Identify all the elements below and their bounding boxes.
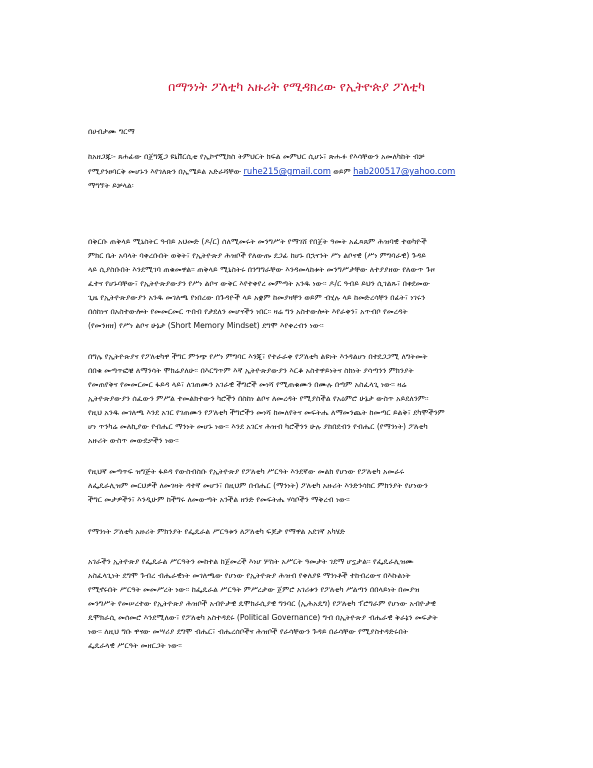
paragraph-line: መንግሥት የመሠረተው የኢትዮጵያ ሕዝቦች አብዮታዊ ዴሞክራሲያዊ ግንባር (ኢሕአዴግ) የፖለቲካ ፕሮግራም የሆነው አብዮታዊ — [88, 599, 436, 608]
body-paragraph — [88, 555, 508, 653]
paragraph-line: ላይ ሲያስቡበት እንደሚገባ ጠቁመዋል፡፡ ጠቅላይ ሚኒስትሩ በንግግራቸው እንዳመላከቱት መንግሥታቸው ለተያያዘው የለውጥ ጉዞ — [88, 265, 435, 274]
paragraph-line: ነው፡፡ ለዚህ ግቡ ዋናው መሣሪያ ደግሞ ብሔር፣ ብሔረሰቦችና ሕዝቦች የራሳቸውን ጉዳይ በራሳቸው የሚያስተዳድሩበት — [88, 627, 408, 636]
paragraph-line: ችግር መታዎችን፣ እንዲሁም ከችግሩ ለመውጣት አንችል ዘንድ የመፍትሔ ሃሳቦችን ማቅረብ ነው፡፡ — [88, 495, 350, 504]
paragraph-line: በቅርቡ ጠቅላይ ሚኒስትር ዓብይ አህመድ (ዶ/ር) ሰለሚመሩት መንግሥት የማገሸ የበጀት ዓመት አፈጻጸም ሕዝባዊ ተወካዮች — [88, 237, 427, 246]
paragraph-line: የዚህ አንዱ መገለጫ እንደ አገር የገጠሙን የፖለቲካ ችግሮችን መነሻ ከመለየትና መፍትሔ ለማመንጨት ከመጣር ይልቅ፣ ደካሞችንም — [88, 408, 445, 417]
author-line: በሀብታሙ ግርማ — [88, 127, 135, 136]
paragraph-line: የመጠየቅና የመመርመር ፋይዳ ላይ፣ ለገጠሙን አገራዊ ችግሮች መነሻ የሚጠቁሙን በሙሉ በጣም አስፈላጊ ነው፡፡ ዛሬ — [88, 380, 407, 389]
paragraph-line: ኢትዮጵያውያን ሰፈውን ምሥል ተመልክተውን ካሮችን በስከነ ልቦና ለመረዳት የሚያስችል የአዕምሮ ሁኔታ ውስጥ አይደለንም፡፡ — [88, 394, 429, 403]
intro-text: ወይም — [333, 167, 351, 176]
email-link-gmail[interactable]: ruhe215@gmail.com — [243, 166, 331, 176]
paragraph-line: (የመንዘዘ) የሥነ ልቦና ሁኔታ (Short Memory Mindset) ደግሞ እየቀረብን ነው፡፡ — [88, 321, 324, 330]
paragraph-line: የዚህኛ መጣጥፍ ዝግጅት ፋይዳ የውስብስቡ የኢትዮጵያ የፖለቲካ ሥርዓት እንደኛው መልክ የሆነው የፖለቲካ አመራሩ — [88, 467, 405, 476]
paragraph-line: ሆነ ጥንካሬ መለኪያው የብሔር ማንነት መሆኑ ነው፡፡ እንደ አገርና ሕዝብ ካሮችንን ሁሉ ያከበደብን የብሔር (የማንነት) ፖለቲካ — [88, 422, 428, 431]
paragraph-line: ለፌዴራሊዝም መርህዎች ለመገዛት ዳተኛ መሆን፣ በዚህም በብሔር (ማንነት) ፖለቲካ አዙሪት እንድንሳክር ምክንያት የሆነውን — [88, 481, 428, 490]
intro-text: የሚያንፀባርቅ መሆኑን እየገለጽን በኢሜይል አድራሻቸው — [88, 167, 242, 176]
paragraph-line: ጊዜ የኢትዮጵያውያን አንዱ መገለጫ የነበረው በጉዳዮች ላይ አቋም ከመያዛቸን ወይም ብሂሉ ላይ ከመድረሳቸን በፊት፣ ነገሩን — [88, 293, 426, 302]
section-subheading: የማንነት ፖለቲካ አዙሪት ምክንያት የፌዴራል ሥርዓቱን ለፖለቲካ ፍጆታ የማዋል አደገኛ አካሄድ — [88, 527, 346, 536]
paragraph-line: ፌዴራላዊ ሥርዓት መዘርጋት ነው፡፡ — [88, 641, 182, 650]
intro-line — [88, 164, 508, 179]
paragraph-line: አስፈላጊነት ደግሞ ጉብረ ብሔራዊነት መገለጫው የሆነው የኢትዮጵያ ሕዝብ የቀለያዩ ማንነቶች ተከብረውና በእኩልነት — [88, 571, 411, 580]
paragraph-line: በሰከነና በአስተውሎት የመመርመር ጥበብ የታደለን መሆናችን ነበር፡፡ ዛሬ ግን አስተውሎት እየራቀን፣ አጥብቦ የመረዳት — [88, 307, 408, 316]
paragraph-line: ዴሞክራሲ መሰመሮ እንደሚለው፣ የፖለቲካ አስተዳደሩ (Political Governance) ግብ በኢትዮጵያ ብሔራዊ ቅራኔን መፍታት — [88, 613, 438, 622]
paragraph-line: ምክር ቤት አባላት ባቀረቡበት ወቅት፣ የኢትዮጵያ ሕዝቦች የለውጡ ደጋፊ ከሆኑ በኋናንት ሥነ ልቦናዊ (ሥነ ምግባራዊ) ጉዳይ — [88, 251, 426, 260]
body-paragraph — [88, 350, 508, 448]
paragraph-line: አዙሪት ውስጥ መውደቃችን ነው፡፡ — [88, 436, 179, 445]
paragraph-line: ፈተና የሆኑባቸው፣ የኢትዮጵያውያን የሥነ ልቦና ውቅር እየተቀየረ መምጣት አንዱ ነው፡፡ ዶ/ር ዓብይ ይህን ሲገልጹ፣ በቀደመው — [88, 279, 430, 288]
intro-line: ከአዘጋጁ፡- ጸሐፊው በጀግጂጋ ዩኒቨርሲቲ የኢኮኖሚክስ ትምህርት ክፍል መምህር ሲሆኑ፣ ጽሑፉ የእሳቸውን አመለካከት ብቻ — [88, 152, 425, 161]
article-title: በማንነት ፖለቲካ አዙሪት የሚዳክረው የኢትዮጵያ ፖለቲካ — [168, 79, 425, 94]
paragraph-line: በግሌ የኢትዮጵያና የፖለቲካዋ ችግር ምንጭ የሥነ ምግባር እንጂ፣ የተራራቀ የፖለቲካ ልዩነት እንዳልሆነ በተደጋጋሚ ለግትመት — [88, 352, 428, 361]
paragraph-line: አገራችን ኢትዮጵያ የፌዴራል ሥርዓትን መከተል ከጀመረች እነሆ ሦስት አሥርት ዓመታት ገደማ ሆኗታል፡፡ የፌዴራሊዝሙ — [88, 557, 414, 566]
body-paragraph — [88, 465, 508, 507]
paragraph-line: በበቁ መጣጥፎቼ ለማንሳት ሞክሬያለሁ፡፡ በእርግጥም እኛ ኢትዮጵያውያን እርቆ አስተዋይነትና ስክነት ያሳጣንን ምክንያት — [88, 366, 414, 375]
email-link-yahoo[interactable]: hab200517@yahoo.com — [353, 166, 456, 176]
intro-line: ማግኘት ይቻላል፡ — [88, 181, 134, 190]
intro-note — [88, 150, 508, 193]
paragraph-line: የሚኖሩበት ሥርዓት መመሥረት ነው፡፡ ከፌዴራል ሥርዓት ምሥረታው ጀምሮ አገሪቱን የፖለቲካ ሥልጣን በበላይነት በመያዝ — [88, 585, 420, 594]
body-paragraph — [88, 235, 508, 333]
section-subheading-block — [88, 525, 508, 539]
